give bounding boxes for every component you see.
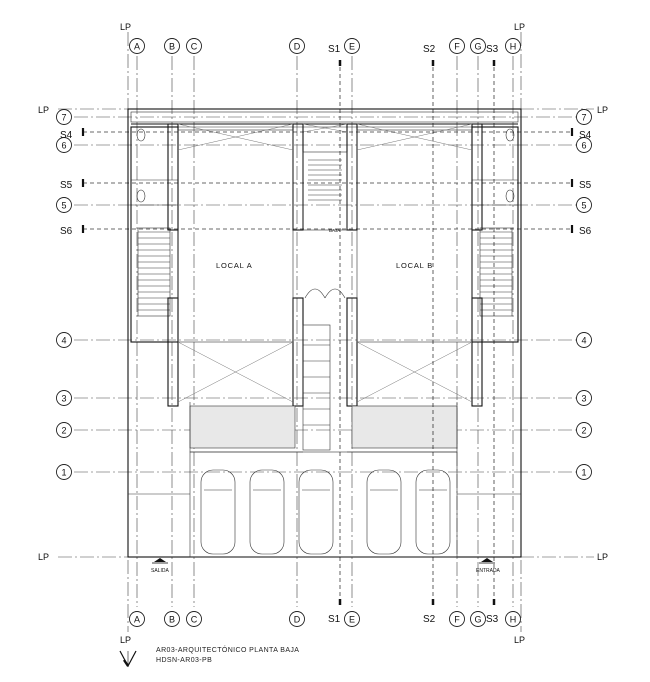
column-bubble-a-bottom	[130, 612, 145, 627]
wall-column-low-3	[472, 298, 482, 406]
svg-text:5: 5	[581, 200, 587, 211]
lp-label-bottom-left: LP	[120, 635, 132, 645]
stair-left	[138, 228, 170, 316]
svg-text:E: E	[348, 614, 356, 625]
svg-text:F: F	[454, 614, 460, 625]
column-bubble-h-top	[506, 39, 521, 54]
row-bubble-2-left	[57, 423, 72, 438]
title-block	[121, 646, 299, 666]
section-label-s5-right: S5	[579, 180, 592, 191]
parked-car-3	[299, 470, 333, 554]
section-label-s4-left: S4	[60, 130, 73, 141]
door-swing	[325, 289, 345, 298]
svg-text:A: A	[133, 614, 141, 625]
wall-column-1	[293, 124, 303, 230]
stair-note-label: BAJA	[329, 228, 341, 233]
drawing-code: HDSN-AR03-PB	[156, 657, 213, 664]
column-bubble-a-top	[130, 39, 145, 54]
row-bubble-3-right	[577, 391, 592, 406]
shaded-zone-right	[352, 406, 457, 448]
row-bubble-5-right	[577, 198, 592, 213]
column-bubble-g-top	[471, 39, 486, 54]
section-label-s3-top: S3	[486, 44, 499, 55]
row-bubble-4-right	[577, 333, 592, 348]
row-bubble-7-left	[57, 110, 72, 125]
toilet-icon	[137, 129, 145, 141]
shaded-zone-left	[190, 406, 295, 448]
center-ramp	[303, 325, 330, 450]
svg-text:1: 1	[581, 467, 587, 478]
section-label-s2-bottom: S2	[423, 614, 436, 625]
wall-column-low-0	[168, 298, 178, 406]
local-b-area	[357, 130, 472, 342]
center-stair	[303, 152, 347, 230]
lp-label-top-right: LP	[514, 22, 526, 32]
row-bubble-4-left	[57, 333, 72, 348]
column-bubble-f-bottom	[450, 612, 465, 627]
room-label-local-a: LOCAL A	[216, 261, 253, 270]
section-label-s4-right: S4	[579, 130, 592, 141]
section-label-s3-bottom: S3	[486, 614, 499, 625]
svg-text:5: 5	[61, 200, 67, 211]
svg-text:G: G	[474, 614, 482, 625]
svg-text:1: 1	[61, 467, 67, 478]
section-label-s6-left: S6	[60, 226, 73, 237]
column-bubble-g-bottom	[471, 612, 486, 627]
toilet-icon	[137, 190, 145, 202]
column-bubble-h-bottom	[506, 612, 521, 627]
svg-text:4: 4	[581, 335, 587, 346]
svg-text:D: D	[293, 41, 301, 52]
svg-text:7: 7	[581, 112, 587, 123]
building-outline	[128, 109, 521, 557]
svg-text:6: 6	[61, 140, 67, 151]
door-swing	[305, 289, 325, 298]
column-bubble-b-bottom	[165, 612, 180, 627]
column-bubble-c-top	[187, 39, 202, 54]
row-bubble-5-left	[57, 198, 72, 213]
svg-text:D: D	[293, 614, 301, 625]
column-bubble-c-bottom	[187, 612, 202, 627]
section-label-s1-top: S1	[328, 44, 341, 55]
column-bubble-f-top	[450, 39, 465, 54]
svg-text:2: 2	[581, 425, 587, 436]
parked-car-2	[250, 470, 284, 554]
parked-car-1	[201, 470, 235, 554]
room-label-local-b: LOCAL B	[396, 261, 434, 270]
local-a-area	[178, 130, 293, 342]
svg-text:C: C	[190, 41, 198, 52]
parking-area	[190, 452, 457, 557]
svg-text:B: B	[168, 41, 176, 52]
svg-text:7: 7	[61, 112, 67, 123]
svg-text:C: C	[190, 614, 198, 625]
svg-text:H: H	[509, 614, 517, 625]
column-bubble-b-top	[165, 39, 180, 54]
svg-text:F: F	[454, 41, 460, 52]
exit-arrow-icon	[152, 558, 168, 563]
parking-exit-label: SALIDA	[151, 568, 169, 574]
svg-text:G: G	[474, 41, 482, 52]
row-bubble-1-right	[577, 465, 592, 480]
lp-label-left-bottom: LP	[38, 552, 50, 562]
section-label-s1-bottom: S1	[328, 614, 341, 625]
svg-text:3: 3	[581, 393, 587, 404]
svg-text:H: H	[509, 41, 517, 52]
stair-right	[480, 228, 512, 316]
svg-text:E: E	[348, 41, 356, 52]
column-bubble-e-bottom	[345, 612, 360, 627]
lp-label-right-bottom: LP	[597, 552, 609, 562]
wall-column-low-1	[293, 298, 303, 406]
wall-column-3	[472, 124, 482, 230]
svg-text:B: B	[168, 614, 176, 625]
column-bubble-d-top	[290, 39, 305, 54]
lp-label-left-top: LP	[38, 105, 50, 115]
svg-text:6: 6	[581, 140, 587, 151]
lp-label-bottom-right: LP	[514, 635, 526, 645]
wall-column-0	[168, 124, 178, 230]
entrance-arrow-icon	[479, 558, 495, 563]
svg-text:4: 4	[61, 335, 67, 346]
section-cut-lines	[83, 60, 572, 605]
row-bubble-1-left	[57, 465, 72, 480]
row-bubble-2-right	[577, 423, 592, 438]
section-label-s2-top: S2	[423, 44, 436, 55]
svg-text:A: A	[133, 41, 141, 52]
lp-label-top-left: LP	[120, 22, 132, 32]
svg-text:2: 2	[61, 425, 67, 436]
column-bubble-d-bottom	[290, 612, 305, 627]
section-label-s5-left: S5	[60, 180, 73, 191]
drawing-title: AR03-ARQUITECTÓNICO PLANTA BAJA	[156, 647, 300, 654]
lp-label-right-top: LP	[597, 105, 609, 115]
column-bubble-e-top	[345, 39, 360, 54]
section-label-s6-right: S6	[579, 226, 592, 237]
row-bubble-7-right	[577, 110, 592, 125]
svg-text:3: 3	[61, 393, 67, 404]
parking-entrance-label: ENTRADA	[476, 568, 500, 574]
row-bubble-3-left	[57, 391, 72, 406]
parked-car-4	[367, 470, 401, 554]
